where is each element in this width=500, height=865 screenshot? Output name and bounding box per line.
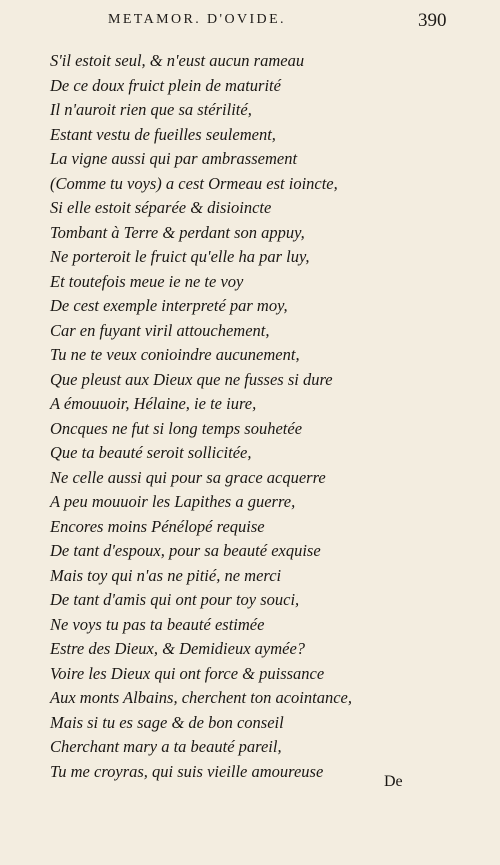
verse-line: Il n'auroit rien que sa stérilité,: [50, 100, 252, 119]
verse-line: Voire les Dieux qui ont force & puissance: [50, 663, 325, 683]
verse-line: Oncques ne fut si long temps souhetée: [50, 418, 303, 438]
verse-line: De ce doux fruict plein de maturité: [50, 75, 281, 95]
verse-line: A peu mouuoir les Lapithes a guerre,: [50, 492, 296, 511]
page-header: [0, 12, 500, 34]
verse-line: Estant vestu de fueilles seulement,: [50, 124, 276, 144]
verse-line: A émouuoir, Hélaine, ie te iure,: [50, 394, 257, 413]
verse-line: Tu me croyras, qui suis vieille amoureuse: [50, 761, 324, 781]
verse-line: Ne celle aussi qui pour sa grace acquerre: [50, 467, 326, 487]
verse-line: Tu ne te veux conioindre aucunement,: [50, 345, 300, 364]
catchword: De: [384, 773, 403, 790]
verse-line: Mais si tu es sage & de bon conseil: [50, 712, 284, 732]
verse-line: Encores moins Pénélopé requise: [50, 516, 265, 536]
verse-line: Ne voys tu pas ta beauté estimée: [50, 614, 265, 634]
verse-line: Estre des Dieux, & Demidieux aymée?: [50, 639, 306, 658]
verse-line: Tombant à Terre & perdant son appuy,: [50, 222, 305, 242]
page-number: 390: [418, 10, 447, 31]
verse-line: Cherchant mary a ta beauté pareil,: [50, 737, 282, 756]
verse-line: Que ta beauté seroit sollicitée,: [50, 443, 252, 462]
verse-line: Mais toy qui n'as ne pitié, ne merci: [50, 565, 282, 585]
verse-line: De tant d'espoux, pour sa beauté exquise: [50, 541, 321, 560]
verse-line: Ne porteroit le fruict qu'elle ha par luy,: [50, 247, 310, 266]
verse-line: Et toutefois meue ie ne te voy: [50, 271, 244, 291]
verse-line: S'il estoit seul, & n'eust aucun rameau: [50, 51, 305, 70]
verse-line: De tant d'amis qui ont pour toy souci,: [50, 590, 300, 609]
verse-line: Si elle estoit séparée & disioincte: [50, 198, 272, 217]
verse-line: Aux monts Albains, cherchent ton acointance,: [50, 688, 352, 707]
verse-line: Que pleust aux Dieux que ne fusses si dure: [50, 369, 333, 389]
verse-line: De cest exemple interpreté par moy,: [50, 296, 288, 315]
verse-line: Car en fuyant viril attouchement,: [50, 320, 270, 340]
running-head: METAMOR. D'OVIDE.: [108, 12, 286, 27]
verse-line: La vigne aussi qui par ambrassement: [50, 149, 298, 168]
verse-line: (Comme tu voys) a cest Ormeau est ioincte,: [50, 173, 338, 193]
